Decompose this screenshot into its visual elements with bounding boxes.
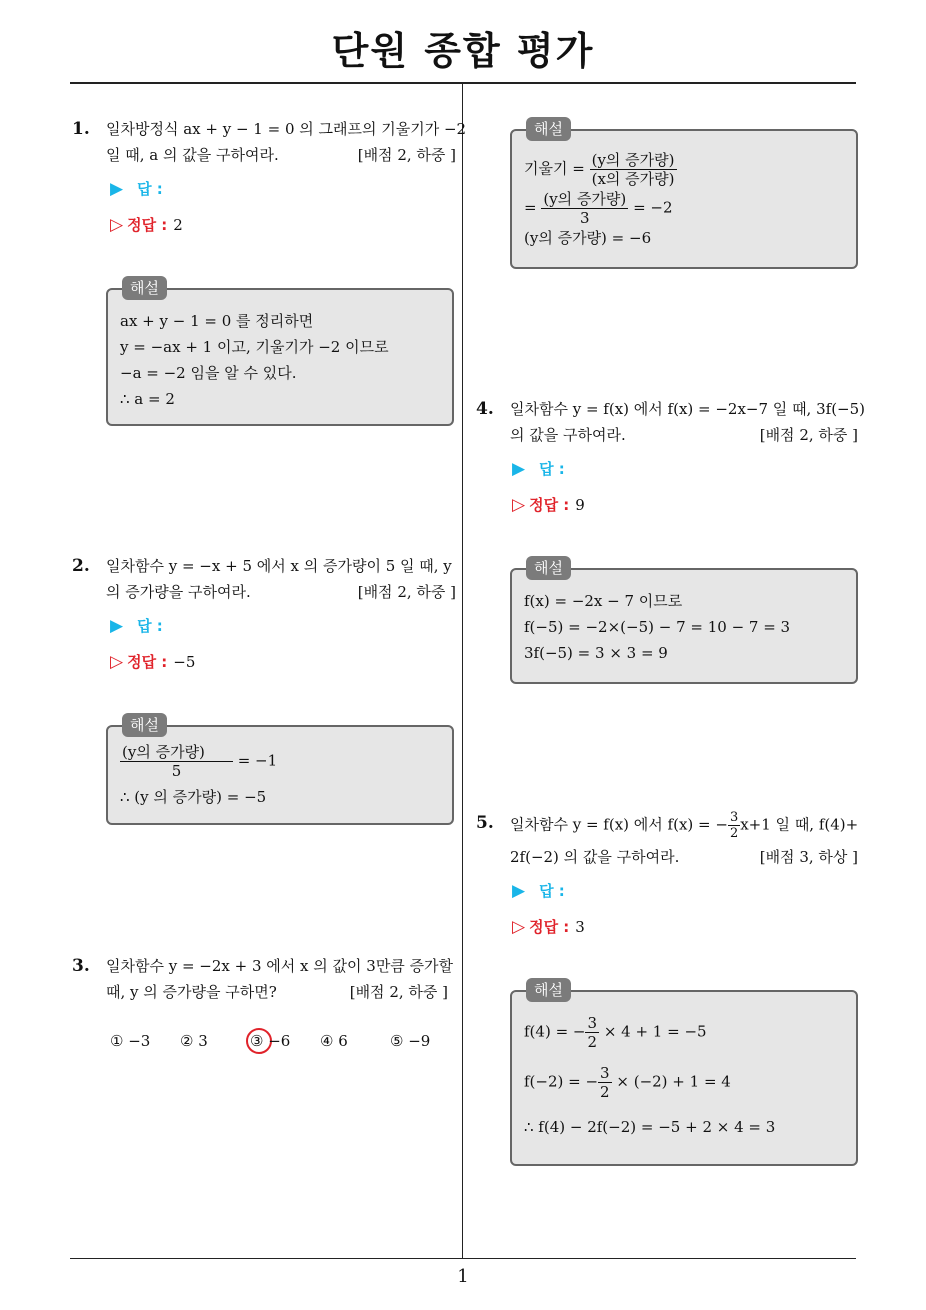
problem-number: 5. — [476, 813, 494, 833]
correct-label: 정답 : — [127, 216, 168, 234]
fraction: $\frac{3}{2}$ — [729, 810, 739, 841]
explanation-line: f(−5) = −2×(−5) − 7 = 10 − 7 = 3 — [524, 618, 791, 636]
explanation-line: ∴ f(4) − 2f(−2) = −5 + 2 × 4 = 3 — [524, 1118, 776, 1136]
problem-4 — [476, 396, 866, 456]
explanation-line: f(4) = − $\frac{3}{2}$ × 4 + 1 = −5 — [524, 1014, 707, 1051]
top-divider — [70, 82, 856, 84]
outline-triangle-icon: ▷ — [110, 652, 124, 672]
answer-row — [110, 178, 163, 199]
play-icon: ▶ — [512, 881, 526, 901]
play-icon: ▶ — [110, 616, 124, 636]
problem-text-line1: 일차함수 y = −2x + 3 에서 x 의 값이 3만큼 증가할 — [106, 957, 454, 975]
explanation-tag: 해설 — [122, 713, 167, 737]
play-icon: ▶ — [110, 179, 124, 199]
problem-text-line1: 일차방정식 ax + y − 1 = 0 의 그래프의 기울기가 −2 — [106, 120, 467, 138]
problem-number: 1. — [72, 119, 90, 139]
answer-label: 답 : — [539, 460, 565, 478]
fraction: $\frac{3}{2}$ — [600, 1064, 610, 1101]
explanation-line: $\frac{\text{(y의 증가량)}}{5}$ = −1 — [122, 743, 278, 780]
page-number: 1 — [457, 1266, 469, 1287]
answer-label: 답 : — [137, 617, 163, 635]
explanation-tag: 해설 — [526, 556, 571, 580]
correct-answer-row — [110, 214, 183, 235]
correct-label: 정답 : — [127, 653, 168, 671]
problem-2 — [72, 553, 456, 613]
explanation-line: −a = −2 임을 알 수 있다. — [120, 364, 297, 382]
fraction: $\frac{\text{(y의 증가량)}}{5}$ — [120, 743, 233, 780]
explanation-tag: 해설 — [526, 978, 571, 1002]
problem-5 — [476, 810, 858, 872]
explanation-tag: 해설 — [122, 276, 167, 300]
fraction: $\frac{\text{(y의 증가량)}}{3}$ — [543, 190, 627, 227]
explanation-line: ∴ (y 의 증가량) = −5 — [120, 788, 267, 806]
explanation-line: ax + y − 1 = 0 를 정리하면 — [120, 312, 314, 330]
problem-text-line2: 일 때, a 의 값을 구하여라. — [106, 146, 279, 164]
explanation-line: ∴ a = 2 — [120, 390, 175, 408]
score-label: [배점 3, 하상 ] — [759, 848, 858, 866]
column-divider — [462, 84, 463, 1258]
score-label: [배점 2, 하중 ] — [357, 583, 456, 601]
problem-text-line2: 2f(−2) 의 값을 구하여라. — [510, 848, 680, 866]
answer-label: 답 : — [137, 180, 163, 198]
answer-row — [512, 458, 565, 479]
explanation-line: = $\frac{\text{(y의 증가량)}}{3}$ = −2 — [524, 190, 673, 227]
problem-text-line1: 일차함수 y = f(x) 에서 f(x) = −2x−7 일 때, 3f(−5) — [510, 400, 866, 418]
problem-text-line1: 일차함수 y = f(x) 에서 f(x) = − $\frac{3}{2}$ x+1 일 때, f(4)+ — [510, 810, 859, 841]
answer-row — [512, 880, 565, 901]
correct-value: 2 — [173, 216, 183, 234]
score-label: [배점 2, 하중 ] — [357, 146, 456, 164]
explanation-line: 기울기 = $\frac{\text{(y의 증가량)}}{\text{(x의 증가량)}}$ — [524, 151, 675, 188]
correct-label: 정답 : — [529, 496, 570, 514]
problem-3 — [72, 953, 456, 1013]
correct-value: −5 — [173, 653, 196, 671]
correct-label: 정답 : — [529, 918, 570, 936]
answer-row — [110, 615, 163, 636]
correct-answer-row — [512, 494, 585, 515]
choice-2[interactable]: ② 3 — [180, 1032, 208, 1050]
page-title: 단원 종합 평가 — [331, 29, 595, 73]
explanation-tag: 해설 — [526, 117, 571, 141]
problem-text-line2: 의 값을 구하여라. — [510, 426, 626, 444]
explanation-box — [106, 279, 454, 426]
problem-text-line2: 의 증가량을 구하여라. — [106, 583, 251, 601]
problem-number: 3. — [72, 956, 90, 976]
choice-list: ① −3 ② 3 ③ −6 ④ 6 ⑤ −9 — [110, 1032, 450, 1056]
correct-value: 9 — [575, 496, 585, 514]
outline-triangle-icon: ▷ — [110, 215, 124, 235]
explanation-line: 3f(−5) = 3 × 3 = 9 — [524, 644, 668, 662]
fraction: $\frac{3}{2}$ — [587, 1014, 598, 1051]
score-label: [배점 2, 하중 ] — [759, 426, 858, 444]
explanation-box — [510, 559, 858, 684]
choice-4[interactable]: ④ 6 — [320, 1032, 348, 1050]
score-label: [배점 2, 하중 ] — [349, 983, 448, 1001]
correct-value: 3 — [575, 918, 585, 936]
correct-answer-row — [512, 916, 585, 937]
problem-text-line1: 일차함수 y = −x + 5 에서 x 의 증가량이 5 일 때, y — [106, 557, 452, 575]
play-icon: ▶ — [512, 459, 526, 479]
explanation-line: f(x) = −2x − 7 이므로 — [524, 592, 683, 610]
choice-5[interactable]: ⑤ −9 — [390, 1032, 431, 1050]
bottom-divider — [70, 1258, 856, 1259]
problem-number: 4. — [476, 399, 494, 419]
fraction: $\frac{\text{(y의 증가량)}}{\text{(x의 증가량)}}$ — [591, 151, 675, 188]
problem-1 — [72, 116, 467, 176]
explanation-line: y = −ax + 1 이고, 기울기가 −2 이므로 — [120, 338, 389, 356]
problem-number: 2. — [72, 556, 90, 576]
explanation-box — [510, 120, 858, 269]
outline-triangle-icon: ▷ — [512, 495, 526, 515]
explanation-line: f(−2) = − $\frac{3}{2}$ × (−2) + 1 = 4 — [524, 1064, 731, 1101]
outline-triangle-icon: ▷ — [512, 917, 526, 937]
explanation-box — [510, 981, 858, 1166]
answer-label: 답 : — [539, 882, 565, 900]
problem-text-line2: 때, y 의 증가량을 구하면? — [106, 983, 277, 1001]
explanation-line: (y의 증가량) = −6 — [524, 229, 652, 247]
explanation-box — [106, 716, 454, 825]
choice-1[interactable]: ① −3 — [110, 1032, 151, 1050]
correct-answer-row — [110, 651, 195, 672]
